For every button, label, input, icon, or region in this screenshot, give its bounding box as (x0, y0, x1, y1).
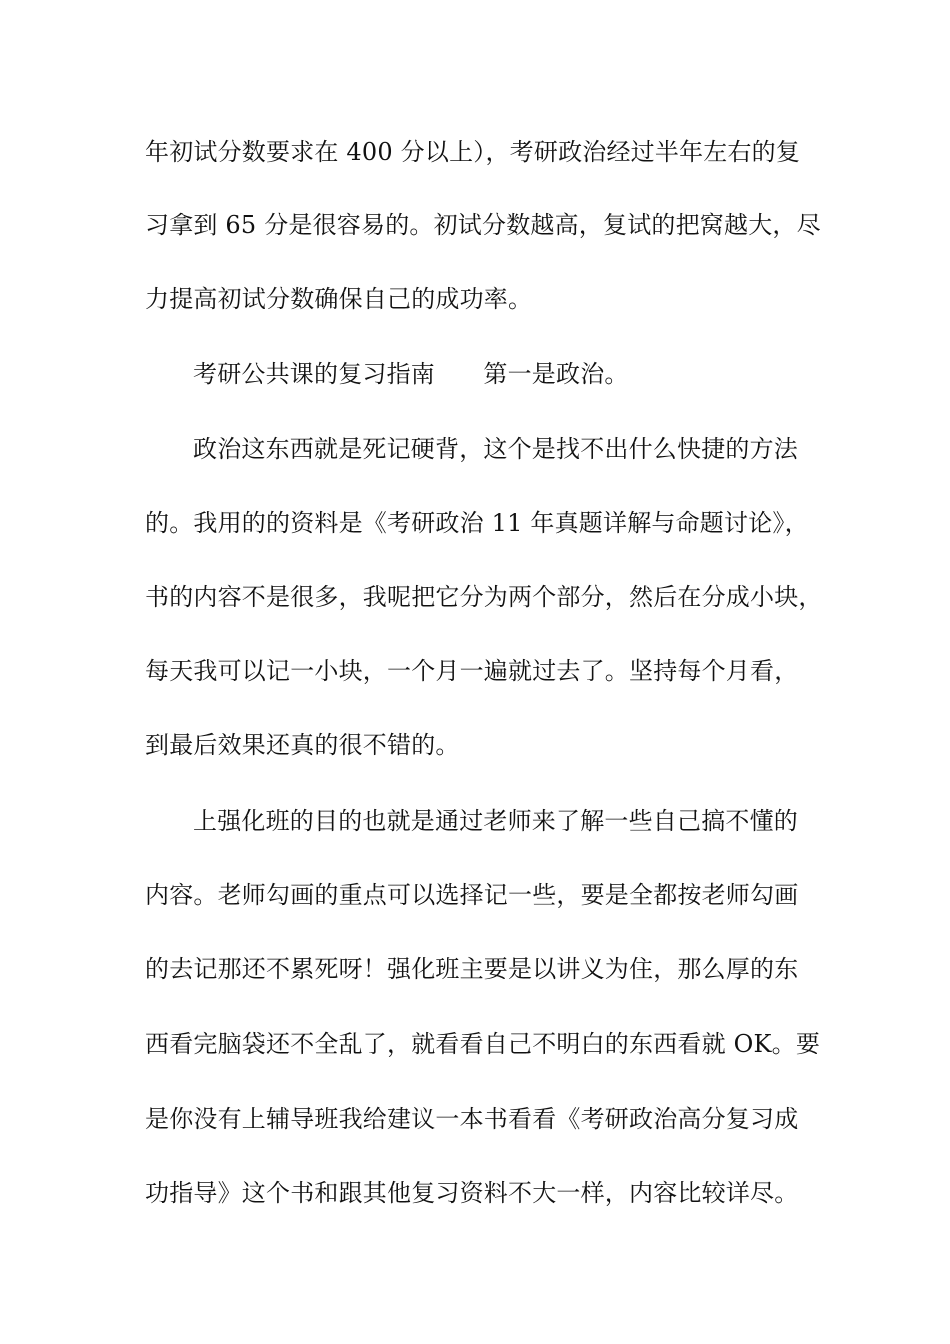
text-line-5: 政治这东西就是死记硬背，这个是找不出什么快捷的方法 (193, 435, 798, 463)
text-line-2: 习拿到 65 分是很容易的。初试分数越高，复试的把窝越大，尽 (145, 211, 821, 239)
section-heading: 考研公共课的复习指南 第一是政治。 (193, 360, 629, 388)
text-line-13: 西看完脑袋还不全乱了，就看看自己不明白的东西看就 OK。要 (145, 1030, 821, 1058)
text-line-1: 年初试分数要求在 400 分以上），考研政治经过半年左右的复 (145, 138, 801, 166)
text-line-12: 的去记那还不累死呀！强化班主要是以讲义为住，那么厚的东 (145, 955, 799, 983)
text-line-11: 内容。老师勾画的重点可以选择记一些，要是全都按老师勾画 (145, 881, 799, 909)
text-line-9: 到最后效果还真的很不错的。 (145, 731, 460, 759)
text-line-7: 书的内容不是很多，我呢把它分为两个部分，然后在分成小块， (145, 583, 823, 611)
text-line-3: 力提高初试分数确保自己的成功率。 (145, 285, 533, 313)
text-line-8: 每天我可以记一小块，一个月一遍就过去了。坚持每个月看， (145, 657, 799, 685)
text-line-15: 功指导》这个书和跟其他复习资料不大一样，内容比较详尽。 (145, 1179, 799, 1207)
text-line-6: 的。我用的的资料是《考研政治 11 年真题详解与命题讨论》， (145, 509, 809, 537)
text-line-10: 上强化班的目的也就是通过老师来了解一些自己搞不懂的 (193, 807, 798, 835)
text-line-14: 是你没有上辅导班我给建议一本书看看《考研政治高分复习成 (145, 1105, 799, 1133)
